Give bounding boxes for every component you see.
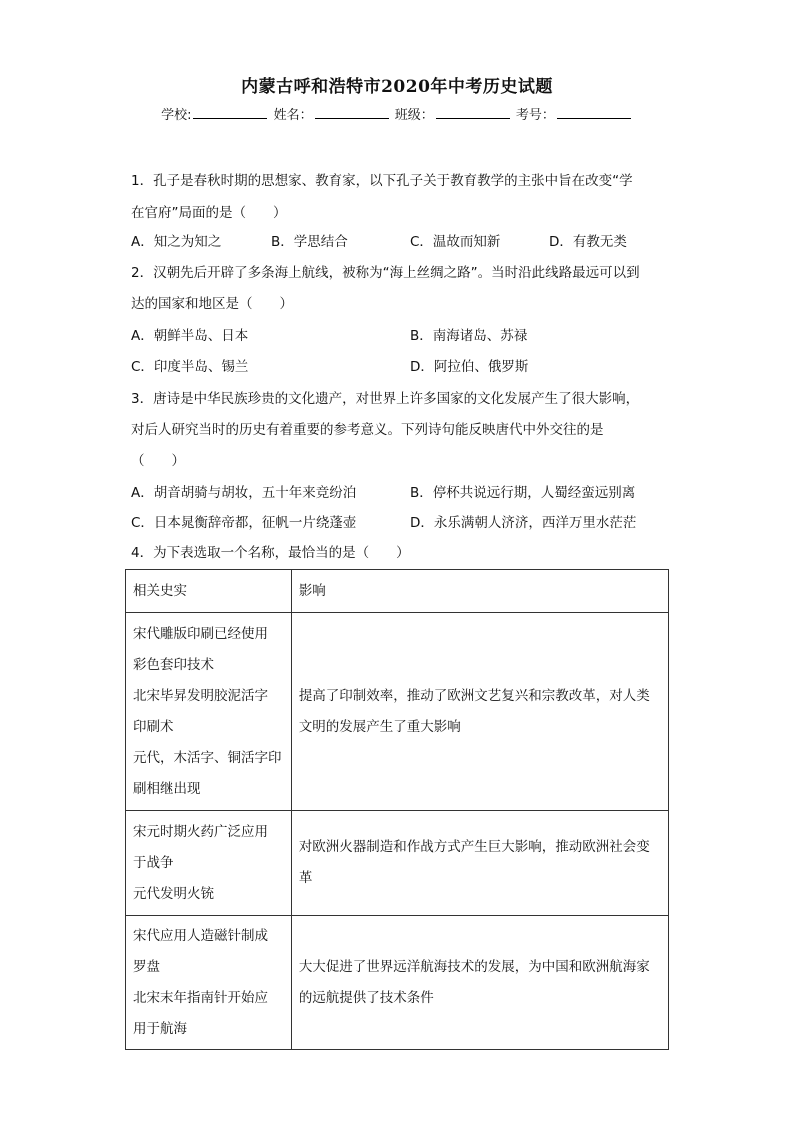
- option-b: B．停杯共说远行期，人蜀经蛮远别离: [410, 485, 636, 501]
- table-row: [126, 811, 669, 916]
- table-header-cell: 相关史实: [126, 570, 292, 613]
- question-text-line: 对后人研究当时的历史有着重要的参考意义。下列诗句能反映唐代中外交往的是: [131, 422, 604, 438]
- table-impact-cell: [291, 916, 668, 1050]
- history-table: [125, 569, 669, 1050]
- table-impact-cell: [291, 811, 668, 916]
- question-text-line: 达的国家和地区是（ ）: [131, 296, 293, 312]
- option-b: B．学思结合: [271, 234, 348, 250]
- cell-line: 罗盘: [133, 958, 160, 975]
- cell-line: 的远航提供了技术条件: [298, 989, 434, 1006]
- option-a: A．朝鲜半岛、日本: [131, 328, 249, 344]
- school-blank: [193, 106, 267, 119]
- table-header-row: [126, 570, 669, 613]
- cell-line: 北宋毕昇发明胶泥活字: [133, 687, 268, 704]
- cell-line: 用于航海: [133, 1020, 187, 1037]
- question-text-line: 1．孔子是春秋时期的思想家、教育家，以下孔子关于教育教学的主张中旨在改变“学: [131, 173, 633, 189]
- option-d: D．阿拉伯、俄罗斯: [410, 359, 529, 375]
- option-c: C．日本晁衡辞帝都，征帆一片绕蓬壶: [131, 515, 357, 531]
- option-b: B．南海诸岛、苏禄: [410, 328, 528, 344]
- class-blank: [436, 106, 510, 119]
- question-text-line: 4．为下表选取一个名称，最恰当的是（ ）: [131, 545, 410, 561]
- question-text-line: （ ）: [131, 453, 185, 469]
- table-facts-cell: [126, 916, 292, 1050]
- table-header-cell: 影响: [291, 570, 668, 613]
- option-d: D．有教无类: [549, 234, 627, 250]
- cell-line: 彩色套印技术: [133, 656, 214, 673]
- question-text-line: 在官府”局面的是（ ）: [131, 205, 287, 221]
- question-3: [131, 389, 671, 471]
- table-impact-cell: [291, 613, 668, 811]
- option-c: C．印度半岛、锡兰: [131, 359, 249, 375]
- option-a: A．胡音胡骑与胡妆，五十年来竞纷泊: [131, 485, 357, 501]
- question-4: [131, 543, 671, 563]
- cell-line: 刷相继出现: [133, 780, 201, 797]
- table-row: [126, 613, 669, 811]
- cell-line: 大大促进了世界远洋航海技术的发展，为中国和欧洲航海家: [298, 958, 650, 975]
- name-label: 姓名：: [273, 108, 313, 123]
- cell-line: 宋代应用人造磁针制成: [133, 927, 268, 944]
- cell-line: 于战争: [133, 854, 174, 871]
- school-label: 学校:: [161, 108, 192, 123]
- cell-line: 提高了印制效率，推动了欧洲文艺复兴和宗教改革，对人类: [298, 687, 650, 704]
- cell-line: 文明的发展产生了重大影响: [298, 718, 461, 735]
- option-c: C．温故而知新: [410, 234, 501, 250]
- cell-line: 宋代雕版印刷已经使用: [133, 625, 268, 642]
- cell-line: 革: [298, 870, 313, 886]
- question-text-line: 2．汉朝先后开辟了多条海上航线，被称为“海上丝绸之路”。当时沿此线路最远可以到: [131, 265, 640, 281]
- table-row: [126, 916, 669, 1050]
- table-facts-cell: [126, 811, 292, 916]
- cell-line: 宋元时期火药广泛应用: [133, 823, 268, 840]
- option-a: A．知之为知之: [131, 234, 222, 250]
- question-text-line: 3．唐诗是中华民族珍贵的文化遗产，对世界上许多国家的文化发展产生了很大影响，: [131, 391, 640, 407]
- cell-line: 元代发明火铳: [133, 885, 214, 902]
- question-1: [131, 171, 671, 223]
- exam-no-blank: [557, 106, 631, 119]
- cell-line: 元代，木活字、铜活字印: [133, 749, 282, 766]
- student-info-line: [0, 104, 794, 123]
- cell-line: 对欧洲火器制造和作战方式产生巨大影响，推动欧洲社会变: [298, 839, 650, 855]
- table-facts-cell: [126, 613, 292, 811]
- class-label: 班级：: [394, 108, 434, 123]
- cell-line: 印刷术: [133, 718, 174, 735]
- question-2: [131, 263, 671, 314]
- name-blank: [315, 106, 389, 119]
- page-title: 内蒙古呼和浩特市2020年中考历史试题: [241, 77, 553, 97]
- exam-no-label: 考号：: [515, 108, 555, 123]
- option-d: D．永乐满朝人济济，西洋万里水茫茫: [410, 515, 637, 531]
- cell-line: 北宋末年指南针开始应: [133, 989, 268, 1006]
